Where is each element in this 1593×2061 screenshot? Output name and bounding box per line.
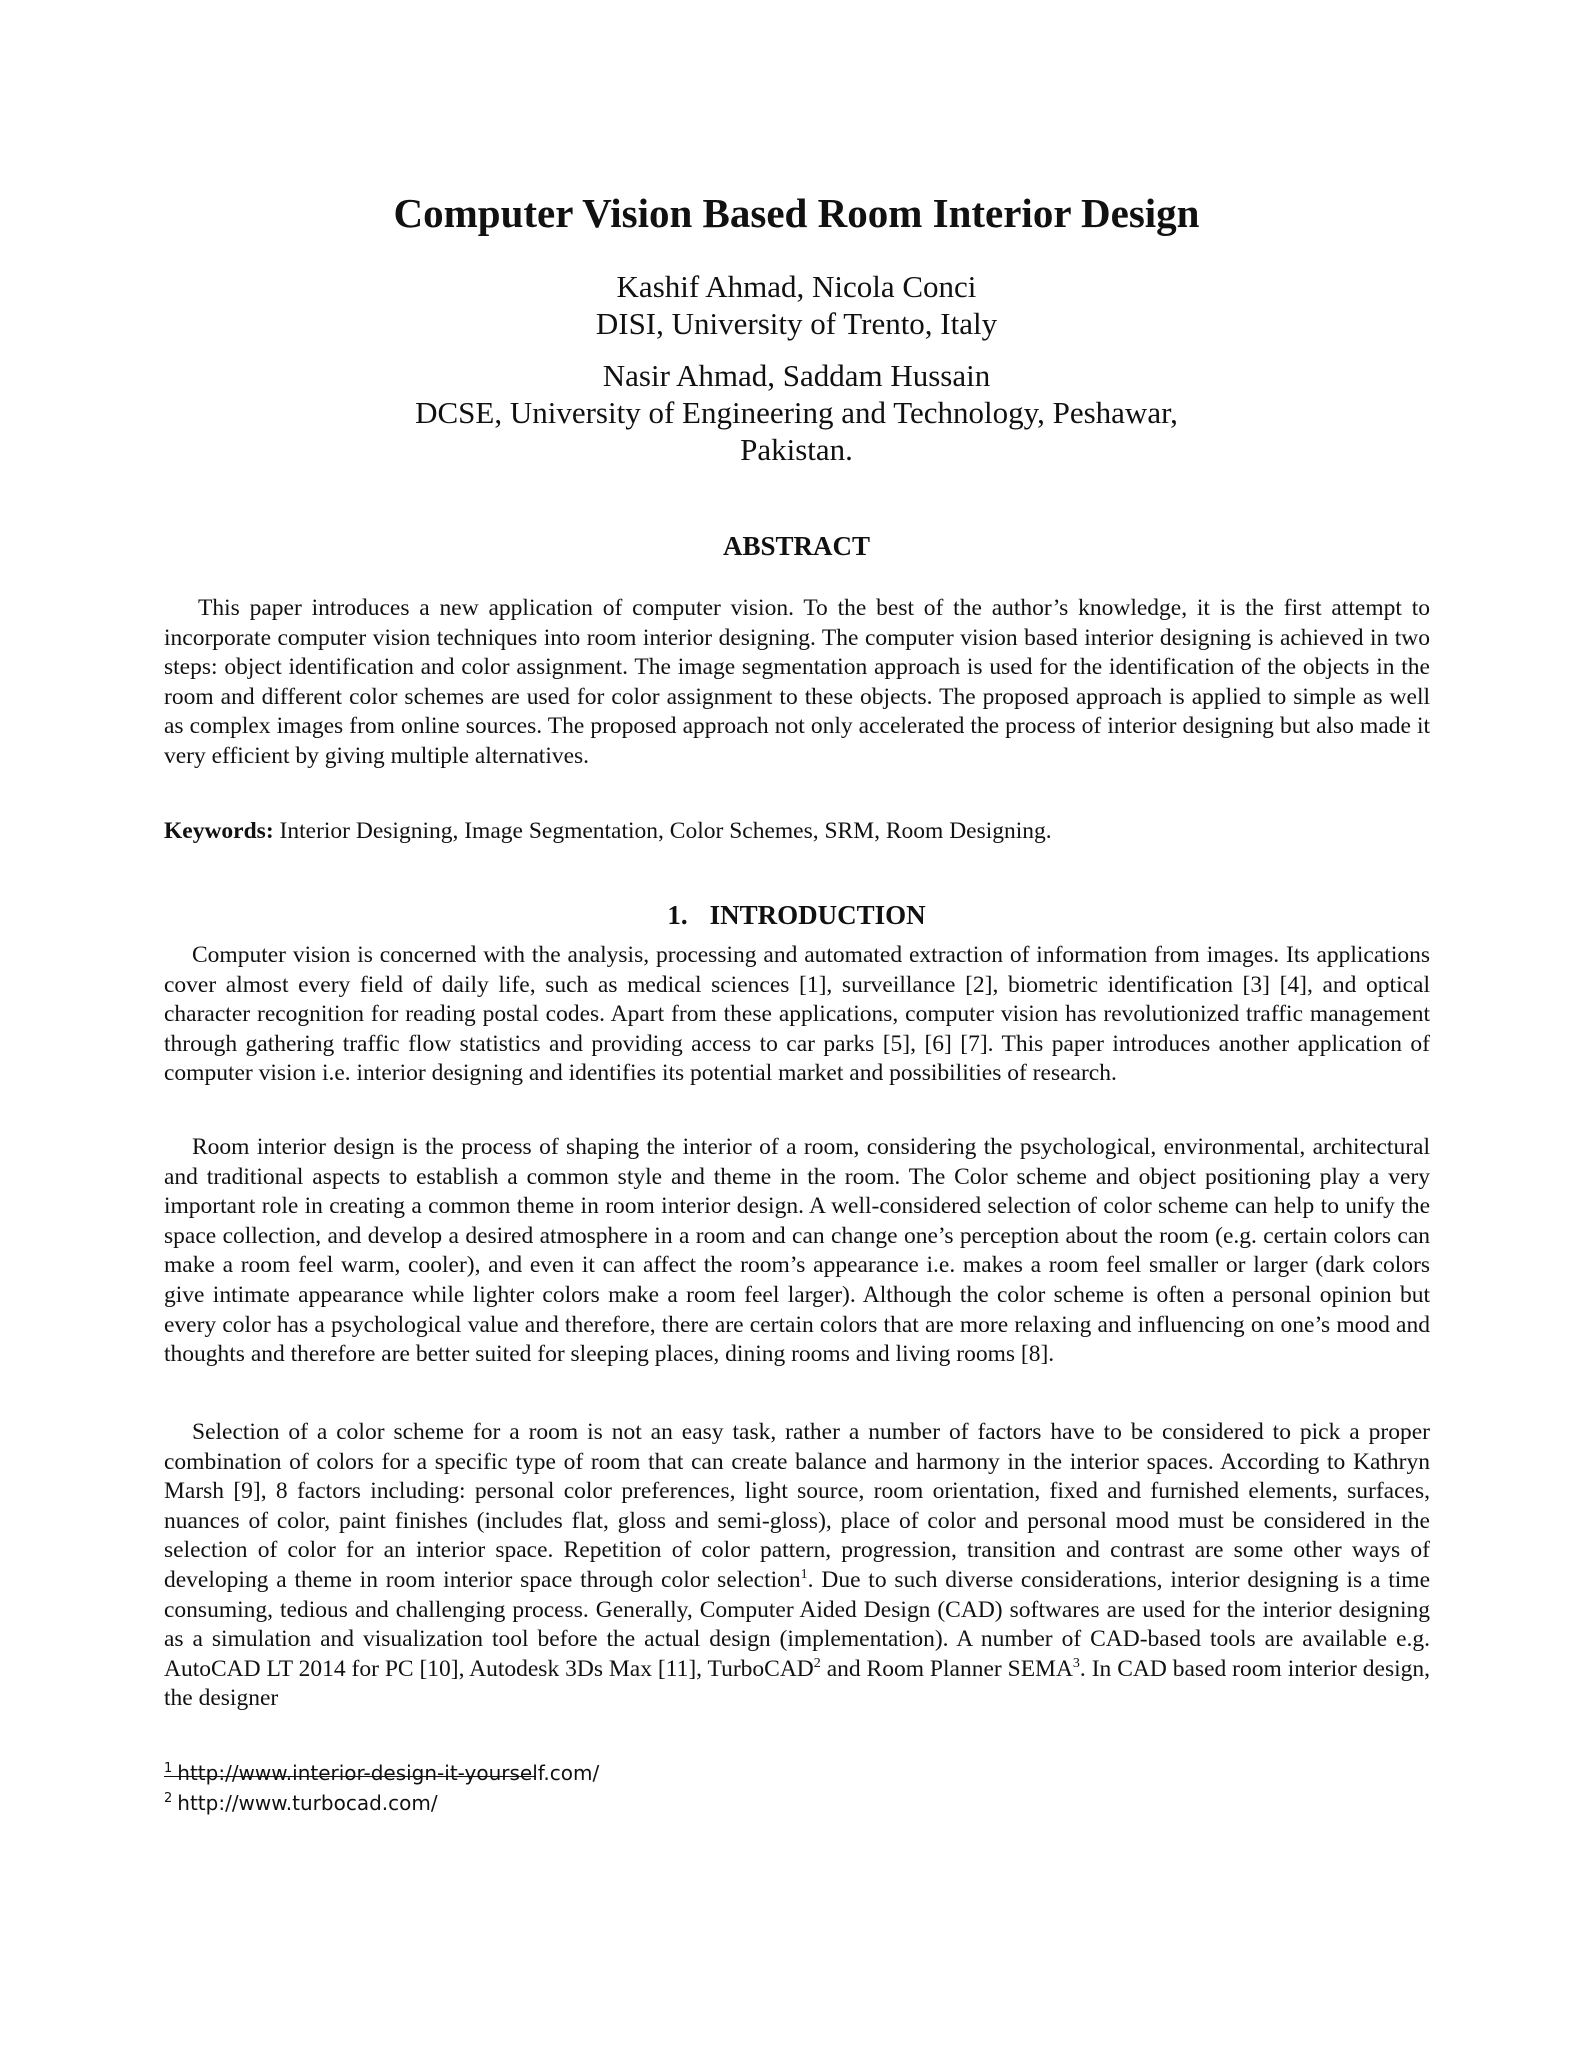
keywords-label: Keywords: [164,818,274,844]
author-group-1 [0,268,1593,342]
paragraph-text: Selection of a color scheme for a room is not an easy task, rather a number of factors have to be considered to pick a proper combination of colors for a specific type of room that can create balance and harmony in the interior spaces. According to Kathryn Marsh [9], 8 factors including: personal color preferences, light source, room orientation, fixed and furnished elements, surfaces, nuances of color, paint finishes (includes flat, gloss and semi-gloss), place of color and personal mood must be considered in the selection of color for an interior space. Repetition of color pattern, progression, transition and contrast are some other ways of developing a theme in room interior space through color selection [164,1419,1430,1593]
abstract-text: This paper introduces a new application of computer vision. To the best of the author’s knowledge, it is the first attempt to incorporate computer vision techniques into room interior designing. The computer vision based interior designing is achieved in two steps: object identification and color assignment. The image segmentation approach is used for the identification of the objects in the room and different color schemes are used for color assignment to these objects. The proposed approach is applied to simple as well as complex images from online sources. The proposed approach not only accelerated the process of interior designing but also made it very efficient by giving multiple alternatives. [164,595,1430,769]
keywords-text: Interior Designing, Image Segmentation, Color Schemes, SRM, Room Designing. [273,818,1052,844]
author-names: Kashif Ahmad, Nicola Conci [616,269,977,304]
author-names: Nasir Ahmad, Saddam Hussain [602,358,991,393]
paragraph-text: . In CAD based room interior design, the designer [164,1655,1431,1712]
intro-paragraph-2: Room interior design is the process of shaping the interior of a room, considering the psychological, environmental, architectural and traditional aspects to establish a common style and theme in the room. The Color scheme and object positioning play a very important role in creating a common theme in room interior design. A well-considered selection of color scheme can help to unify the space collection, and develop a desired atmosphere in a room and can change one’s perception about the room (e.g. certain colors can make a room feel warm, cooler), and even it can affect the room’s appearance i.e. makes a room feel smaller or larger (dark colors give intimate appearance while lighter colors make a room feel larger). Although the color scheme is often a personal opinion but every color has a psychological value and therefore, there are certain colors that are more relaxing and influencing on one’s mood and thoughts and therefore are better suited for sleeping places, dining rooms and living rooms [8]. [164,1134,1430,1368]
abstract-heading: ABSTRACT [722,531,871,561]
footnote-mark: 2 [164,1791,173,1807]
footnote-link[interactable]: http://www.turbocad.com/ [177,1791,438,1815]
section-number: 1. [667,900,688,930]
intro-paragraph-1: Computer vision is concerned with the analysis, processing and automated extraction of information from images. Its applications cover almost every field of daily life, such as medical sciences [1], surveillance [2], biometric identification [3] [4], and optical character recognition for reading postal codes. Apart from these applications, computer vision has revolutionized traffic management through gathering traffic flow statistics and providing access to car parks [5], [6] [7]. This paper introduces another application of computer vision i.e. interior designing and identifies its potential market and possibilities of research. [164,942,1430,1087]
author-affiliation-continued: Pakistan. [740,432,853,467]
author-affiliation: DISI, University of Trento, Italy [595,306,998,341]
author-group-2 [0,357,1593,468]
footnote-1 [164,1760,599,1786]
footnote-ref[interactable]: 2 [813,1655,821,1671]
footnote-ref[interactable]: 3 [1072,1655,1080,1671]
keywords [164,817,1430,847]
footnote-mark: 1 [164,1761,173,1777]
introduction-heading [0,899,1593,931]
intro-paragraph-3 [164,1418,1430,1714]
paper-title: Computer Vision Based Room Interior Design [393,190,1200,236]
footnote-ref[interactable]: 1 [800,1567,808,1583]
paragraph-text: . Due to such diverse considerations, interior designing is a time consuming, tedious and challenging process. Generally, Computer Aided Design (CAD) softwares are used for the interior designing as a simulation and visualization tool before the actual design (implementation). A number of CAD-based tools are available e.g. AutoCAD LT 2014 for PC [10], Autodesk 3Ds Max [11], TurboCAD [164,1566,1431,1682]
paragraph-text: and Room Planner SEMA [820,1655,1073,1682]
author-affiliation: DCSE, University of Engineering and Technology, Peshawar, [415,395,1178,430]
footnote-link[interactable]: http://www.interior-design-it-yourself.com/ [177,1761,600,1785]
section-title: INTRODUCTION [709,900,926,930]
footnote-2 [164,1790,438,1816]
